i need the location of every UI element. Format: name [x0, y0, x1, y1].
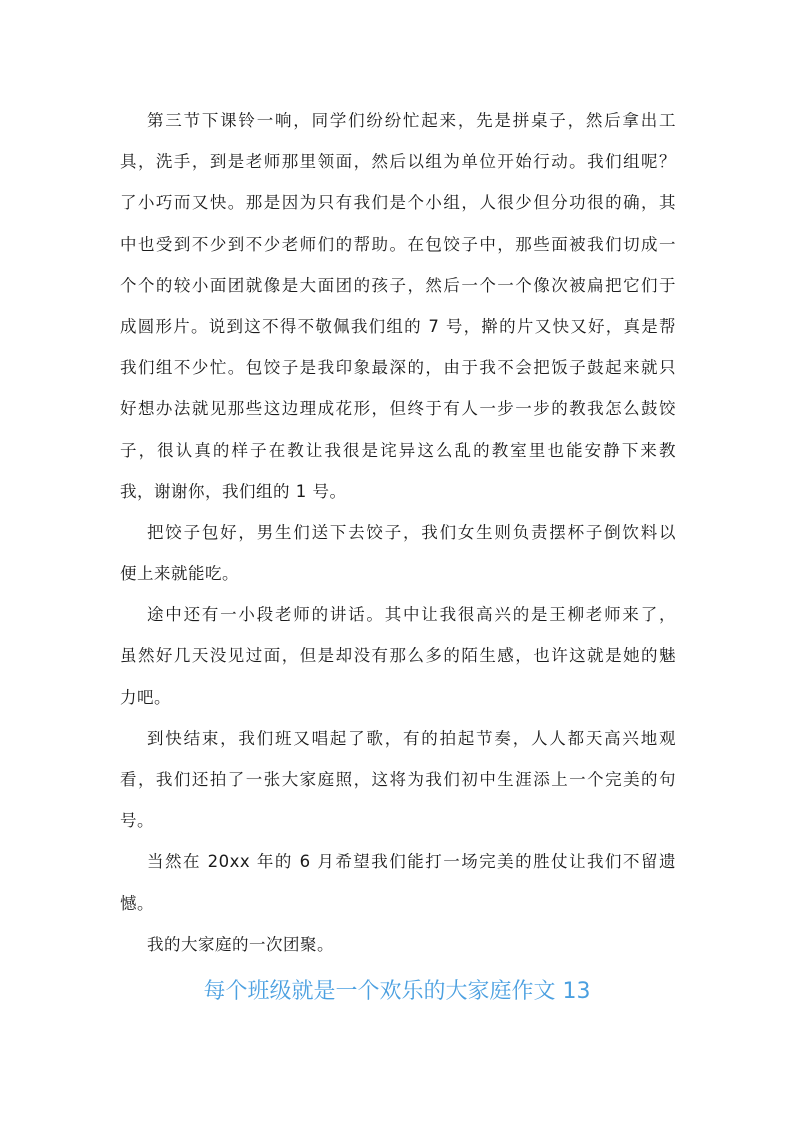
text-line: 看，我们还拍了一张大家庭照，这将为我们初中生涯添上一个完美的句: [120, 770, 676, 789]
text-line: 我们组不少忙。包饺子是我印象最深的，由于我不会把饭子鼓起来就只: [120, 358, 676, 378]
text-line: 途中还有一小段老师的讲话。其中让我很高兴的是王柳老师来了，: [147, 605, 676, 625]
text-line: 具，洗手，到是老师那里领面，然后以组为单位开始行动。我们组呢？: [120, 152, 676, 172]
text-line: 成圆形片。说到这不得不敬佩我们组的 7 号，擀的片又快又好，真是帮: [120, 316, 676, 336]
text-line: 力吧。: [120, 687, 171, 707]
text-line: 中也受到不少到不少老师们的帮助。在包饺子中，那些面被我们切成一: [120, 234, 676, 254]
text-line: 号。: [120, 811, 154, 831]
paragraph-4: [120, 718, 676, 842]
text-line: 便上来就能吃。: [120, 564, 239, 584]
paragraph-2: [120, 512, 676, 594]
text-line: 我，谢谢你，我们组的 1 号。: [120, 481, 347, 501]
text-line: 当然在 20xx 年的 6 月希望我们能打一场完美的胜仗让我们不留遗: [147, 852, 676, 872]
text-line: 第三节下课铃一响，同学们纷纷忙起来，先是拼桌子，然后拿出工: [147, 111, 676, 130]
text-line: 好想办法就见那些这边理成花形，但终于有人一步一步的教我怎么鼓饺: [120, 399, 676, 419]
text-line: 个个的较小面团就像是大面团的孩子，然后一个一个像次被扁把它们于: [120, 275, 676, 295]
text-line: 我的大家庭的一次团聚。: [147, 934, 334, 954]
text-line: 虽然好几天没见过面，但是却没有那么多的陌生感，也许这就是她的魅: [120, 646, 676, 666]
text-line: 到快结束，我们班又唱起了歌，有的拍起节奏，人人都天高兴地观: [147, 728, 676, 748]
paragraph-5: [120, 841, 676, 923]
paragraph-6: [120, 924, 676, 965]
text-line: 子，很认真的样子在教让我很是诧异这么乱的教室里也能安静下来教: [120, 440, 676, 460]
paragraph-3: [120, 594, 676, 718]
essay-body: [120, 100, 676, 965]
text-line: 把饺子包好，男生们送下去饺子，我们女生则负责摆杯子倒饮料以: [147, 522, 676, 542]
text-line: 憾。: [120, 893, 154, 913]
text-line: 了小巧而又快。那是因为只有我们是个小组，人很少但分功很的确，其: [120, 193, 676, 213]
essay-heading: 每个班级就是一个欢乐的大家庭作文 13: [203, 979, 591, 1004]
paragraph-1: [120, 100, 676, 512]
